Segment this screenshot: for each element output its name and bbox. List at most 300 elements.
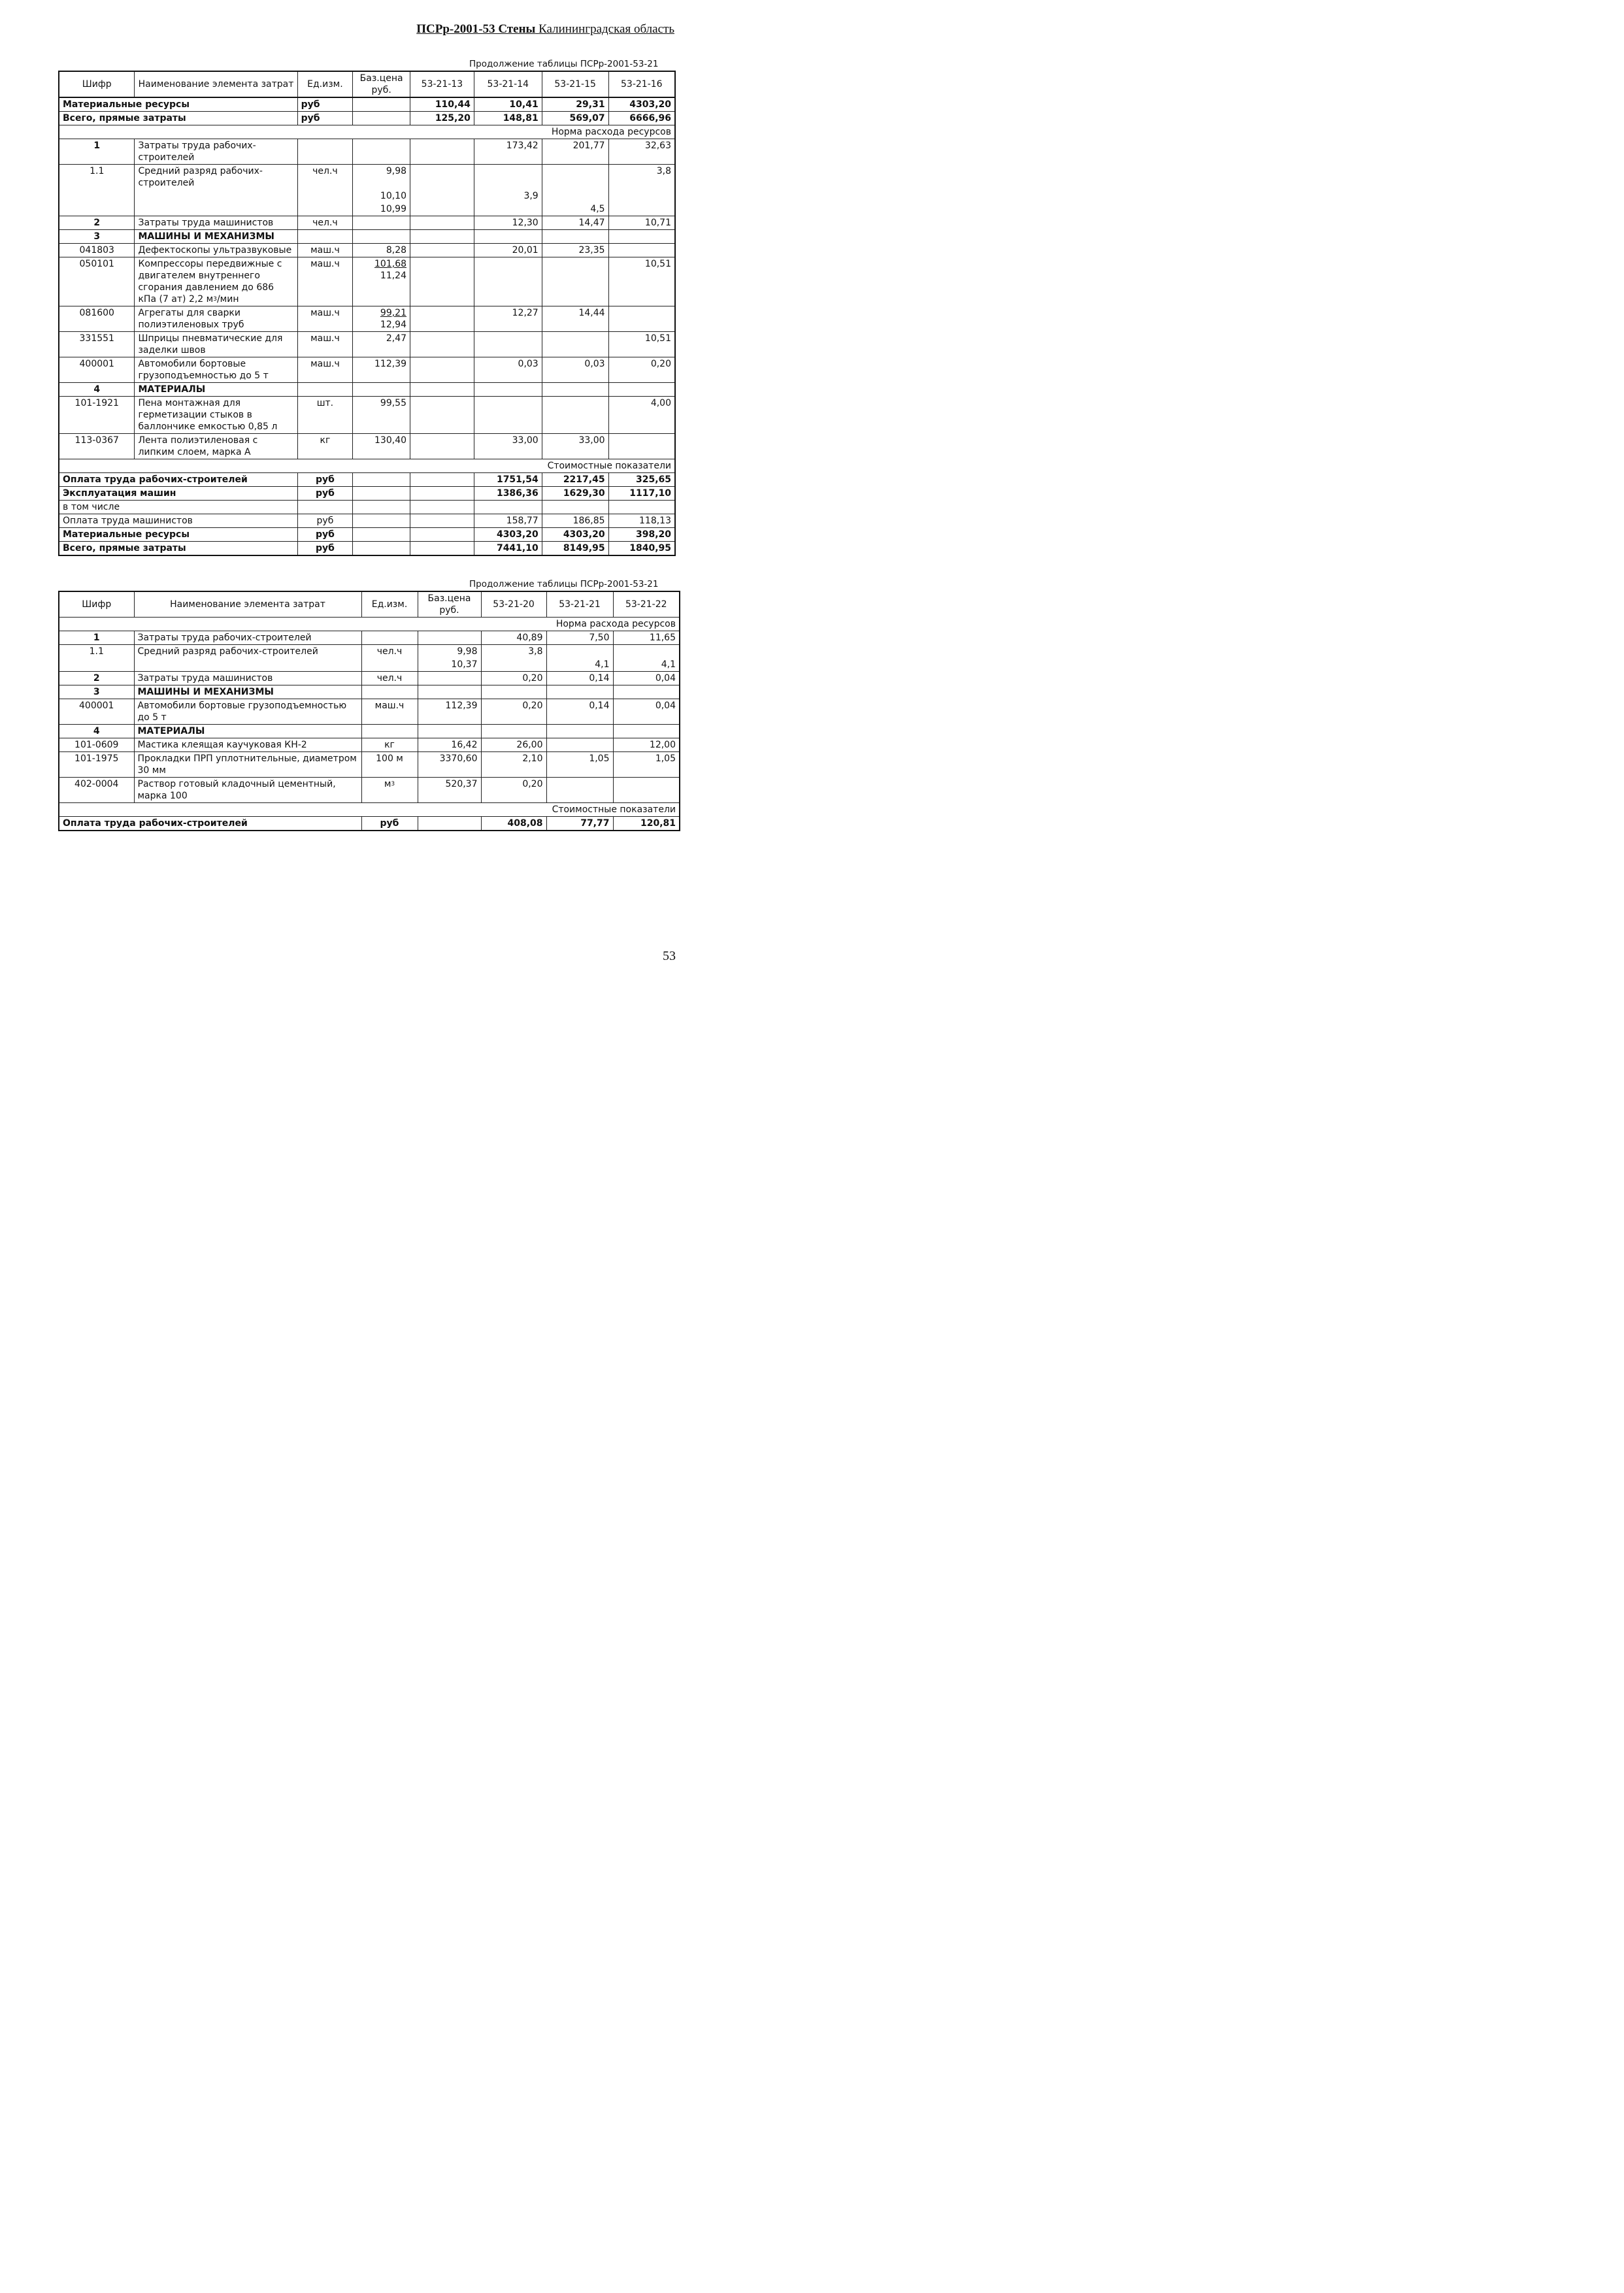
table-row: [59, 216, 675, 230]
row-price: [353, 139, 410, 165]
row-code: 101-0609: [59, 738, 134, 752]
summary-row: [59, 112, 675, 125]
row-unit: $м^3$: [361, 778, 418, 803]
row-name: Автомобили бортовые грузоподъемностью до 5 т: [134, 699, 361, 725]
cost-unit: руб: [297, 487, 353, 501]
row-value: 12,30: [474, 216, 542, 230]
row-code: [59, 190, 135, 203]
col-header-price: Баз.цена руб.: [353, 71, 410, 97]
row-code: 1.1: [59, 165, 135, 190]
table2-continuation: Продолжение таблицы ПСРр-2001-53-21: [469, 579, 659, 589]
row-code: 1: [59, 631, 134, 645]
row-code: 4: [59, 383, 135, 397]
row-unit: [297, 383, 353, 397]
row-price: 16,42: [418, 738, 481, 752]
cost-value: [410, 514, 474, 528]
row-price: 2,47: [353, 332, 410, 357]
resource-table-2: [58, 591, 680, 831]
row-value: [474, 383, 542, 397]
col-header-unit: Ед.изм.: [297, 71, 353, 97]
price-primary: 101,68: [374, 259, 407, 269]
row-name: Компрессоры передвижные с двигателем внутреннего сгорания давлением до 686 кПа (7 ат) 2,2 $м^3$/мин: [135, 257, 297, 306]
table-row: [59, 203, 675, 216]
row-value: 1,05: [546, 752, 613, 778]
row-name: Затраты труда машинистов: [134, 672, 361, 685]
table-row: [59, 738, 680, 752]
cost-row: [59, 817, 680, 831]
row-value: 0,04: [613, 672, 680, 685]
row-value: [542, 383, 608, 397]
summary-value: 29,31: [542, 97, 608, 112]
table-row: [59, 244, 675, 257]
cost-value: [542, 501, 608, 514]
row-code: 2: [59, 216, 135, 230]
row-name: Агрегаты для сварки полиэтиленовых труб: [135, 306, 297, 332]
row-unit: [297, 190, 353, 203]
cost-price: [353, 528, 410, 542]
row-price: 130,40: [353, 434, 410, 459]
row-value: [481, 685, 546, 699]
table-row: [59, 631, 680, 645]
table-row: [59, 230, 675, 244]
table-row: [59, 658, 680, 672]
col-header-code: Шифр: [59, 591, 134, 618]
row-code: 4: [59, 725, 134, 738]
cost-unit: руб: [361, 817, 418, 831]
cost-value: 325,65: [608, 473, 675, 487]
cost-label: Материальные ресурсы: [59, 528, 297, 542]
row-unit: маш.ч: [297, 306, 353, 332]
row-value: [546, 738, 613, 752]
cost-value: [474, 501, 542, 514]
row-value: 0,20: [608, 357, 675, 383]
cost-value: 186,85: [542, 514, 608, 528]
norm-heading: Норма расхода ресурсов: [59, 618, 680, 631]
row-value: 173,42: [474, 139, 542, 165]
table-row: [59, 752, 680, 778]
row-unit: маш.ч: [297, 332, 353, 357]
summary-value: 110,44: [410, 97, 474, 112]
summary-unit: руб: [297, 112, 353, 125]
row-name: Средний разряд рабочих-строителей: [134, 645, 361, 659]
row-price: [418, 685, 481, 699]
row-value: 33,00: [474, 434, 542, 459]
row-code: 1: [59, 139, 135, 165]
cost-value: 8149,95: [542, 542, 608, 556]
row-unit: [297, 230, 353, 244]
row-value: [410, 190, 474, 203]
section-heading-row: [59, 459, 675, 473]
summary-value: 125,20: [410, 112, 474, 125]
row-unit: [297, 203, 353, 216]
summary-value: 6666,96: [608, 112, 675, 125]
row-value: [410, 203, 474, 216]
row-value: [542, 165, 608, 190]
row-price: [353, 383, 410, 397]
row-value: [410, 357, 474, 383]
cost-value: 118,13: [608, 514, 675, 528]
row-value: [410, 244, 474, 257]
price-secondary: 12,94: [380, 320, 407, 330]
row-unit: чел.ч: [361, 645, 418, 659]
row-name: Затраты труда рабочих-строителей: [134, 631, 361, 645]
cost-label: Оплата труда рабочих-строителей: [59, 473, 297, 487]
row-price: 9,98: [353, 165, 410, 190]
cost-unit: [297, 501, 353, 514]
table-row: [59, 306, 675, 332]
row-value: 4,5: [542, 203, 608, 216]
norm-heading: Норма расхода ресурсов: [59, 125, 675, 139]
table-row: [59, 725, 680, 738]
table1-header-row: [59, 71, 675, 97]
cost-value: 77,77: [546, 817, 613, 831]
cost-unit: руб: [297, 542, 353, 556]
row-value: 0,20: [481, 672, 546, 685]
row-value: [613, 778, 680, 803]
cost-value: 398,20: [608, 528, 675, 542]
cost-row: [59, 528, 675, 542]
row-value: 0,03: [542, 357, 608, 383]
row-unit: [361, 658, 418, 672]
row-code: 3: [59, 685, 134, 699]
row-value: 14,47: [542, 216, 608, 230]
summary-price: [353, 112, 410, 125]
row-value: [474, 165, 542, 190]
cost-row: [59, 473, 675, 487]
row-price: [418, 672, 481, 685]
row-code: [59, 658, 134, 672]
row-unit: маш.ч: [361, 699, 418, 725]
row-code: 3: [59, 230, 135, 244]
col-header-53-21-20: 53-21-20: [481, 591, 546, 618]
cost-price: [353, 473, 410, 487]
row-price: 8,28: [353, 244, 410, 257]
row-value: 10,51: [608, 257, 675, 306]
row-value: [410, 216, 474, 230]
row-price: 10,37: [418, 658, 481, 672]
row-value: 10,51: [608, 332, 675, 357]
summary-value: 10,41: [474, 97, 542, 112]
row-value: [410, 332, 474, 357]
cost-value: [410, 528, 474, 542]
row-value: [410, 397, 474, 434]
row-price: 112,39: [353, 357, 410, 383]
summary-value: 4303,20: [608, 97, 675, 112]
row-code: 402-0004: [59, 778, 134, 803]
row-value: 14,44: [542, 306, 608, 332]
table-row: [59, 383, 675, 397]
cost-value: 4303,20: [542, 528, 608, 542]
table-row: [59, 434, 675, 459]
row-unit: маш.ч: [297, 357, 353, 383]
col-header-unit: Ед.изм.: [361, 591, 418, 618]
cost-value: 7441,10: [474, 542, 542, 556]
row-value: [474, 397, 542, 434]
price-secondary: 11,24: [380, 271, 407, 281]
cost-row: [59, 501, 675, 514]
cost-price: [353, 487, 410, 501]
row-value: 12,27: [474, 306, 542, 332]
row-value: [542, 257, 608, 306]
cost-value: [410, 487, 474, 501]
row-value: [410, 383, 474, 397]
section-heading-row: [59, 803, 680, 817]
row-value: 23,35: [542, 244, 608, 257]
table-row: [59, 778, 680, 803]
row-value: [542, 332, 608, 357]
col-header-53-21-21: 53-21-21: [546, 591, 613, 618]
cost-label: Оплата труда машинистов: [59, 514, 297, 528]
row-unit: [297, 139, 353, 165]
cost-unit: руб: [297, 528, 353, 542]
row-value: 4,1: [613, 658, 680, 672]
row-value: 33,00: [542, 434, 608, 459]
row-value: [410, 165, 474, 190]
row-price: [418, 631, 481, 645]
row-code: 2: [59, 672, 134, 685]
cost-value: [608, 501, 675, 514]
cost-value: 1751,54: [474, 473, 542, 487]
cost-price: [353, 542, 410, 556]
row-value: [410, 434, 474, 459]
cost-value: [410, 542, 474, 556]
row-unit: кг: [297, 434, 353, 459]
table-row: [59, 139, 675, 165]
row-value: [542, 190, 608, 203]
row-price: 99,55: [353, 397, 410, 434]
row-code: 050101: [59, 257, 135, 306]
col-header-name: Наименование элемента затрат: [134, 591, 361, 618]
row-name: МАШИНЫ И МЕХАНИЗМЫ: [135, 230, 297, 244]
row-value: [608, 434, 675, 459]
row-value: [613, 725, 680, 738]
row-value: [546, 725, 613, 738]
cost-unit: руб: [297, 473, 353, 487]
row-price: 112,39: [418, 699, 481, 725]
col-header-53-21-14: 53-21-14: [474, 71, 542, 97]
cost-value: 120,81: [613, 817, 680, 831]
table1-continuation: Продолжение таблицы ПСРр-2001-53-21: [469, 59, 659, 69]
row-unit: чел.ч: [297, 165, 353, 190]
row-value: 11,65: [613, 631, 680, 645]
row-value: 0,20: [481, 699, 546, 725]
table-row: [59, 257, 675, 306]
row-code: 400001: [59, 357, 135, 383]
col-header-code: Шифр: [59, 71, 135, 97]
table-row: [59, 332, 675, 357]
row-price: 10,10: [353, 190, 410, 203]
row-value: 10,71: [608, 216, 675, 230]
header-region: Калининградская область: [539, 22, 674, 36]
row-name: [135, 190, 297, 203]
row-value: [410, 139, 474, 165]
row-value: 4,1: [546, 658, 613, 672]
row-code: 041803: [59, 244, 135, 257]
price-primary: 99,21: [380, 308, 407, 318]
row-unit: чел.ч: [361, 672, 418, 685]
row-price: [353, 306, 410, 332]
table-row: [59, 645, 680, 659]
resource-table-1: [58, 71, 676, 556]
row-value: 7,50: [546, 631, 613, 645]
table-row: [59, 672, 680, 685]
cost-price: [353, 501, 410, 514]
row-price: 10,99: [353, 203, 410, 216]
row-name: МАТЕРИАЛЫ: [134, 725, 361, 738]
row-value: 32,63: [608, 139, 675, 165]
col-header-53-21-16: 53-21-16: [608, 71, 675, 97]
cost-value: 158,77: [474, 514, 542, 528]
row-name: Прокладки ПРП уплотнительные, диаметром 30 мм: [134, 752, 361, 778]
section-heading-row: [59, 618, 680, 631]
cost-price: [418, 817, 481, 831]
row-price: [353, 257, 410, 306]
row-value: [608, 244, 675, 257]
row-code: [59, 203, 135, 216]
table2-header-row: [59, 591, 680, 618]
table-row: [59, 397, 675, 434]
summary-unit: руб: [297, 97, 353, 112]
table-row: [59, 357, 675, 383]
row-unit: шт.: [297, 397, 353, 434]
row-value: 0,04: [613, 699, 680, 725]
page-number: 53: [663, 949, 676, 963]
summary-row: [59, 97, 675, 112]
row-value: [613, 685, 680, 699]
col-header-53-21-15: 53-21-15: [542, 71, 608, 97]
cost-price: [353, 514, 410, 528]
cost-row: [59, 542, 675, 556]
row-name: Средний разряд рабочих-строителей: [135, 165, 297, 190]
section-heading-row: [59, 125, 675, 139]
row-price: [353, 216, 410, 230]
row-value: [474, 257, 542, 306]
row-name: Автомобили бортовые грузоподъемностью до 5 т: [135, 357, 297, 383]
row-name: Раствор готовый кладочный цементный, марка 100: [134, 778, 361, 803]
cost-heading: Стоимостные показатели: [59, 803, 680, 817]
row-value: 12,00: [613, 738, 680, 752]
cost-row: [59, 487, 675, 501]
row-value: [474, 203, 542, 216]
summary-value: 569,07: [542, 112, 608, 125]
row-value: 201,77: [542, 139, 608, 165]
row-value: [546, 685, 613, 699]
cost-value: [410, 473, 474, 487]
row-code: 400001: [59, 699, 134, 725]
cost-value: 1386,36: [474, 487, 542, 501]
row-value: 1,05: [613, 752, 680, 778]
row-name: Затраты труда машинистов: [135, 216, 297, 230]
cost-value: 1629,30: [542, 487, 608, 501]
cost-value: 1840,95: [608, 542, 675, 556]
row-value: 4,00: [608, 397, 675, 434]
row-code: 101-1921: [59, 397, 135, 434]
row-unit: чел.ч: [297, 216, 353, 230]
row-name: МАТЕРИАЛЫ: [135, 383, 297, 397]
row-code: 331551: [59, 332, 135, 357]
cost-value: 1117,10: [608, 487, 675, 501]
table-row: [59, 190, 675, 203]
row-value: 0,20: [481, 778, 546, 803]
page-header: [416, 22, 674, 37]
cost-label: Оплата труда рабочих-строителей: [59, 817, 361, 831]
cost-label: в том числе: [59, 501, 297, 514]
cost-value: 408,08: [481, 817, 546, 831]
row-price: 520,37: [418, 778, 481, 803]
row-value: [608, 203, 675, 216]
summary-value: 148,81: [474, 112, 542, 125]
row-value: 20,01: [474, 244, 542, 257]
row-value: [474, 332, 542, 357]
row-value: [410, 306, 474, 332]
row-code: 1.1: [59, 645, 134, 659]
row-value: [542, 397, 608, 434]
row-value: 2,10: [481, 752, 546, 778]
row-unit: [361, 725, 418, 738]
row-value: [613, 645, 680, 659]
row-unit: 100 м: [361, 752, 418, 778]
row-value: 26,00: [481, 738, 546, 752]
cost-value: 4303,20: [474, 528, 542, 542]
table-row: [59, 699, 680, 725]
col-header-53-21-13: 53-21-13: [410, 71, 474, 97]
row-value: [410, 230, 474, 244]
header-code: ПСРр-2001-53 Стены: [416, 22, 536, 36]
summary-label: Материальные ресурсы: [59, 97, 297, 112]
row-value: 3,8: [481, 645, 546, 659]
row-name: Пена монтажная для герметизации стыков в баллончике емкостью 0,85 л: [135, 397, 297, 434]
table-row: [59, 685, 680, 699]
row-price: 3370,60: [418, 752, 481, 778]
cost-label: Эксплуатация машин: [59, 487, 297, 501]
row-value: [410, 257, 474, 306]
row-price: [353, 230, 410, 244]
row-unit: [361, 631, 418, 645]
row-value: [546, 645, 613, 659]
row-name: Дефектоскопы ультразвуковые: [135, 244, 297, 257]
col-header-53-21-22: 53-21-22: [613, 591, 680, 618]
cost-row: [59, 514, 675, 528]
row-value: 3,9: [474, 190, 542, 203]
row-name: Мастика клеящая каучуковая КН-2: [134, 738, 361, 752]
row-value: [608, 230, 675, 244]
row-value: [542, 230, 608, 244]
row-value: 3,8: [608, 165, 675, 190]
cost-heading: Стоимостные показатели: [59, 459, 675, 473]
row-name: Лента полиэтиленовая с липким слоем, марка А: [135, 434, 297, 459]
row-name: МАШИНЫ И МЕХАНИЗМЫ: [134, 685, 361, 699]
row-code: 081600: [59, 306, 135, 332]
row-name: [135, 203, 297, 216]
row-code: 101-1975: [59, 752, 134, 778]
row-unit: маш.ч: [297, 257, 353, 306]
row-code: 113-0367: [59, 434, 135, 459]
table-row: [59, 165, 675, 190]
cost-unit: руб: [297, 514, 353, 528]
row-name: Затраты труда рабочих-строителей: [135, 139, 297, 165]
row-value: [546, 778, 613, 803]
row-value: [608, 383, 675, 397]
cost-value: [410, 501, 474, 514]
row-unit: маш.ч: [297, 244, 353, 257]
row-price: 9,98: [418, 645, 481, 659]
row-value: [481, 725, 546, 738]
row-value: [608, 190, 675, 203]
row-price: [418, 725, 481, 738]
cost-label: Всего, прямые затраты: [59, 542, 297, 556]
cost-value: 2217,45: [542, 473, 608, 487]
row-value: 0,14: [546, 699, 613, 725]
